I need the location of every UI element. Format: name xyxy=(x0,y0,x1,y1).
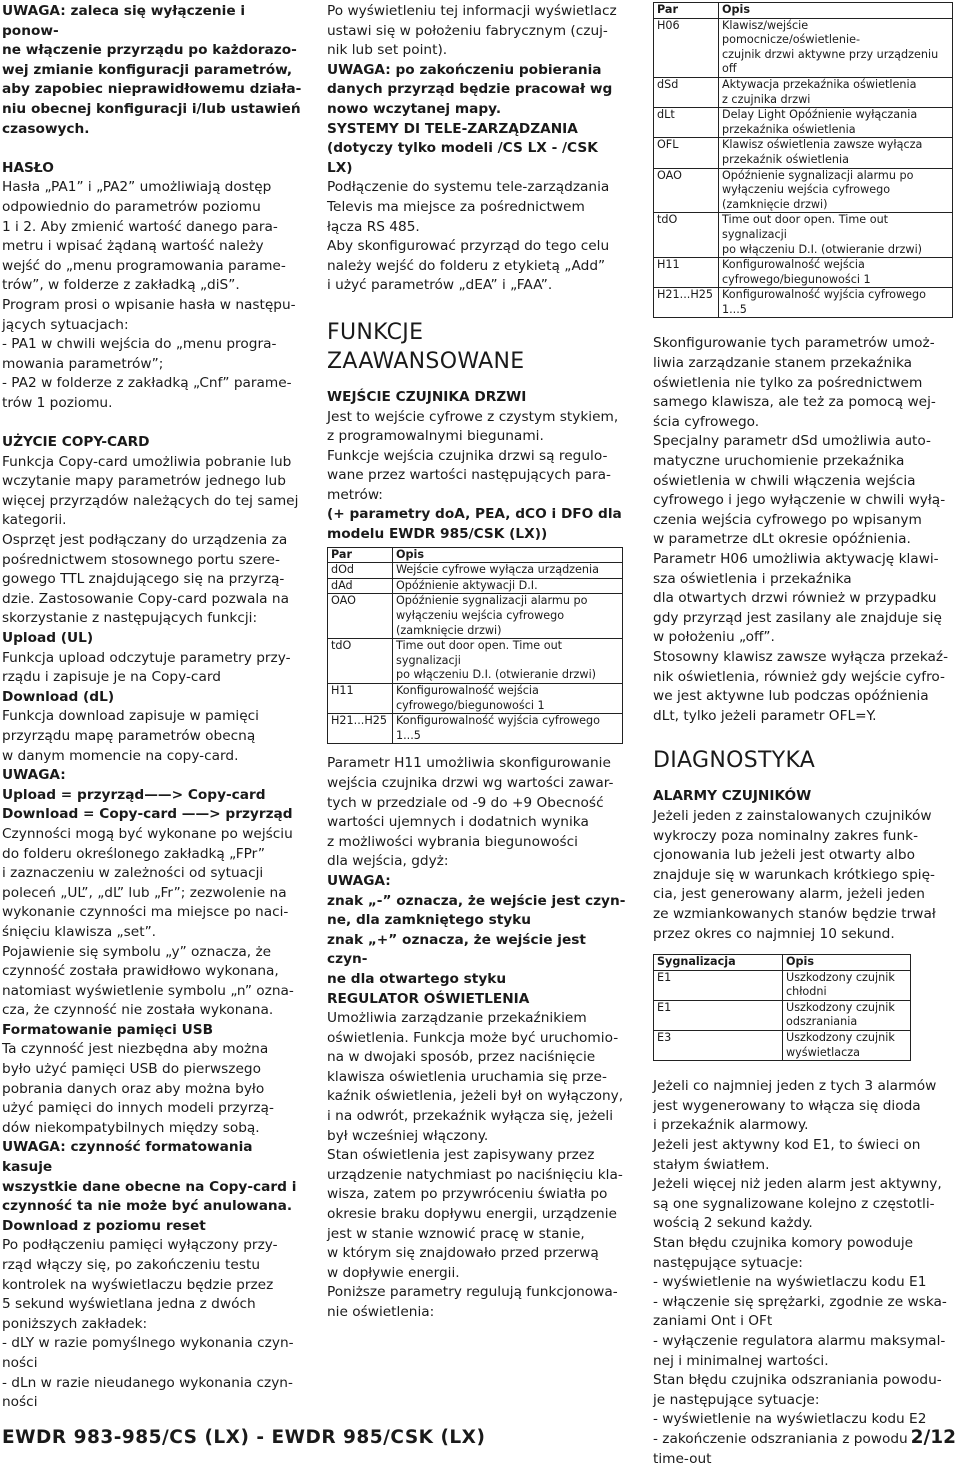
code-cell: E1 xyxy=(654,1000,783,1030)
table-row xyxy=(654,1000,911,1030)
upload-download-note: UWAGA: Upload = przyrząd——> Copy-card Download = Copy-card ——> przyrząd xyxy=(2,767,293,823)
table-row xyxy=(654,288,953,318)
param-cell: H11 xyxy=(654,258,719,288)
param-cell: H21...H25 xyxy=(654,288,719,318)
table-row xyxy=(328,684,623,714)
table-row xyxy=(654,108,953,138)
diagnostics-title: DIAGNOSTYKA xyxy=(653,748,816,774)
description-cell: Opóźnienie sygnalizacji alarmu po wyłączeniu wejścia cyfrowego (zamknięcie drzwi) xyxy=(719,168,953,213)
csk-parameters-note: (+ parametry doA, PEA, dCO i DFO dla modelu EWDR 985/CSK (LX)) xyxy=(327,506,622,543)
description-cell: Time out door open. Time out sygnalizacji po włączeniu D.I. (otwieranie drzwi) xyxy=(393,639,623,684)
column-middle xyxy=(327,2,627,1323)
copy-card-paragraph: Funkcja Copy-card umożliwia pobranie lub wczytanie mapy parametrów jednego lub więcej przyrządów należących do tej samej kategorii. Osprzęt jest podłączany do urządzenia za pośrednictwem stosownego portu szere- gowego TTL znajdującego się na przyrzą- dzie. Zastosowanie Copy-card pozwala na skorzystanie z następujących funkcji: xyxy=(2,453,299,627)
table-row xyxy=(654,970,911,1000)
code-cell: E1 xyxy=(654,970,783,1000)
code-cell: E3 xyxy=(654,1031,783,1061)
table-header-cell: Opis xyxy=(783,955,911,971)
column-left xyxy=(2,2,302,1413)
table-header-cell: Par xyxy=(654,3,719,19)
description-cell: Uszkodzony czujnik chłodni xyxy=(783,970,911,1000)
table-row xyxy=(328,639,623,684)
description-cell: Aktywacja przekaźnika oświetlenia z czujnika drzwi xyxy=(719,77,953,107)
tele-management-heading: UWAGA: po zakończeniu pobierania danych przyrząd będzie pracował wg nowo wczytanej mapy. SYSTEMY DI TELE-ZARZĄDZANIA (dotyczy tylko modeli /CS LX - /CSK LX) xyxy=(327,61,613,176)
tele-management-paragraph: Podłączenie do systemu tele-zarządzania Televis ma miejsce za pośrednictwem łącza RS 485. Aby skonfigurować przyrząd do tego celu należy wejść do folderu z etykietą „Add” i użyć parametrów „dEA” i „FAA”. xyxy=(327,179,610,294)
table-row xyxy=(328,563,623,579)
table-header-cell: Sygnalizacja xyxy=(654,955,783,971)
door-sensor-heading: WEJŚCIE CZUJNIKA DRZWI xyxy=(327,388,527,405)
description-cell: Wejście cyfrowe wyłącza urządzenia xyxy=(393,563,623,579)
table-row xyxy=(654,138,953,168)
description-cell: Klawisz/wejście pomocnicze/oświetlenie- czujnik drzwi aktywne przy urządzeniu off xyxy=(719,18,953,77)
table-row xyxy=(654,18,953,77)
lighting-config-paragraph: Skonfigurowanie tych parametrów umoż- liwia zarządzanie stanem przekaźnika oświetlenia nie tylko za pośrednictwem samego klawisza, ale też za pomocą wej- ścia cyfrowego. Specjalny parametr dSd umożliwia auto- matyczne uruchomienie przekaźnika oświetlenia w chwili włączenia wejścia cyfrowego i jego wyłączenie w chwili wyłą- czenia wejścia cyfrowego po wpisanym w parametrze dLt okresie opóźnienia. Parametr H06 umożliwia aktywację klawi- sza oświetlenia i przekaźnika dla otwartych drzwi również w przypadku gdy przyrząd jest zasilany ale znajduje się w położeniu „off”. Stosowny klawisz zawsze wyłącza przekaź- nik oświetlenia, również gdy wejście cyfro- we jest aktywne lub podczas opóźnienia dLt, tylko jeżeli parametr OFL=Y. xyxy=(653,335,949,724)
description-cell: Konfigurowalność wejścia cyfrowego/biegunowości 1 xyxy=(719,258,953,288)
warning-paragraph: UWAGA: zaleca się wyłączenie i ponow- ne włączenie przyrządu po każdorazo- wej zmianie konfiguracji parametrów, aby zapobiec nieprawidłowemu działa- niu obecnej konfiguracji i/lub ustawień czasowych. xyxy=(2,3,302,137)
sensor-alarms-paragraph: Jeżeli jeden z zainstalowanych czujników wykroczy poza nominalny zakres funk- cjonowania lub jeżeli jest otwarty albo znajduje się w warunkach krótkiego spię- cia, jest generowany alarm, jeżeli jeden ze wzmiankowanych stanów będzie trwał przez okres co najmniej 10 sekund. xyxy=(653,807,936,942)
sensor-alarms-heading: ALARMY CZUJNIKÓW xyxy=(653,788,812,805)
description-cell: Konfigurowalność wejścia cyfrowego/biegunowości 1 xyxy=(393,684,623,714)
door-parameters-table xyxy=(327,547,623,745)
download-heading: Download (dL) xyxy=(2,688,115,705)
param-cell: OAO xyxy=(328,594,393,639)
description-cell: Delay Light Opóźnienie wyłączania przekaźnika oświetlenia xyxy=(719,108,953,138)
alarm-behaviour-paragraph: Jeżeli co najmniej jeden z tych 3 alarmów jest wygenerowany to włącza się dioda i przekaźnik alarmowy. Jeżeli jest aktywny kod E1, to świeci on stałym światłem. Jeżeli więcej niż jeden alarm jest aktywny, są one sygnalizowane kolejno z częstotli- wością 2 sekund każdy. Stan błędu czujnika komory powoduje następujące sytuacje: - wyświetlenie na wyświetlaczu kodu E1 - włączenie się sprężarki, zgodnie ze wska- zaniami Ont i OFt - wyłączenie regulatora alarmu maksymal- nej i minimalnej wartości. Stan błędu czujnika odszraniania powodu- je następujące sytuacje: - wyświetlenie na wyświetlaczu kodu E2 - zakończenie odszraniania z powodu time-out xyxy=(653,1078,947,1467)
param-cell: dLt xyxy=(654,108,719,138)
table-row xyxy=(654,168,953,213)
format-warning: UWAGA: czynność formatowania kasuje wszystkie dane obecne na Copy-card i czynność ta nie może być anulowana. Download z poziomu reset xyxy=(2,1139,297,1234)
upload-heading: Upload (UL) xyxy=(2,630,94,646)
table-row xyxy=(654,213,953,258)
description-cell: Klawisz oświetlenia zawsze wyłącza przekaźnik oświetlenia xyxy=(719,138,953,168)
table-header-row xyxy=(654,955,911,971)
param-cell: H21...H25 xyxy=(328,714,393,744)
document-title: EWDR 983-985/CS (LX) - EWDR 985/CSK (LX) xyxy=(2,1427,486,1448)
param-cell: OFL xyxy=(654,138,719,168)
table-row xyxy=(654,77,953,107)
table-row xyxy=(328,594,623,639)
download-paragraph: Funkcja download zapisuje w pamięci przyrządu mapę parametrów obecną w danym momencie na copy-card. xyxy=(2,708,259,764)
usb-format-paragraph: Ta czynność jest niezbędna aby można było użyć pamięci USB do pierwszego pobrania danych oraz aby można było użyć pamięci do innych modeli przyrzą- dów niekompatybilnych między sobą. xyxy=(2,1041,274,1136)
page-footer xyxy=(2,1427,956,1453)
description-cell: Opóźnienie sygnalizacji alarmu po wyłączeniu wejścia cyfrowego (zamknięcie drzwi) xyxy=(393,594,623,639)
polarity-note: UWAGA: znak „-” oznacza, że wejście jest czyn- ne, dla zamkniętego styku znak „+” oznacza, że wejście jest czyn- ne dla otwartego styku REGULATOR OŚWIETLENIA xyxy=(327,872,626,1007)
table-row xyxy=(328,578,623,594)
description-cell: Time out door open. Time out sygnalizacji po włączeniu D.I. (otwieranie drzwi) xyxy=(719,213,953,258)
description-cell: Opóźnienie aktywacji D.I. xyxy=(393,578,623,594)
description-cell: Konfigurowalność wyjścia cyfrowego 1...5 xyxy=(393,714,623,744)
param-cell: tdO xyxy=(654,213,719,258)
table-header-cell: Opis xyxy=(393,547,623,563)
param-cell: OAO xyxy=(654,168,719,213)
page-number: 2/12 xyxy=(910,1427,956,1448)
reset-download-paragraph: Po podłączeniu pamięci wyłączony przy- rząd włączy się, po zakończeniu testu kontrolek na wyświetlaczu będzie przez 5 sekund wyświetlana jedna z dwóch poniższych zakładek: - dLY w razie pomyślnego wykonania czyn- ności - dLn w razie nieudanego wykonania czyn- ności xyxy=(2,1237,294,1411)
param-cell: H11 xyxy=(328,684,393,714)
copy-card-procedure-paragraph: Czynności mogą być wykonane po wejściu do folderu określonego zakładką „FPr” i zaznaczeniu w zależności od sytuacji poleceń „UL”, „dL” lub „Fr”; zezwolenie na wykonanie czynności ma miejsce po naci- śnięciu klawisza „set”. Pojawienie się symbolu „y” oznacza, że czynność została prawidłowo wykonana, natomiast wyświetlenie symbolu „n” ozna- cza, że czynność nie została wykonana. xyxy=(2,825,294,1019)
table-header-cell: Par xyxy=(328,547,393,563)
column-right xyxy=(653,2,956,1469)
door-sensor-paragraph: Jest to wejście cyfrowe z czystym stykiem, z programowalnymi biegunami. Funkcje wejścia czujnika drzwi są regulo- wane przez wartości następujących para- metrów: xyxy=(327,408,619,503)
table-header-row xyxy=(654,3,953,19)
description-cell: Uszkodzony czujnik wyświetlacza xyxy=(783,1031,911,1061)
usb-format-heading: Formatowanie pamięci USB xyxy=(2,1021,214,1038)
table-header-cell: Opis xyxy=(719,3,953,19)
advanced-functions-title: FUNKCJE ZAAWANSOWANE xyxy=(327,319,525,374)
description-cell: Uszkodzony czujnik odszraniania xyxy=(783,1000,911,1030)
table-row xyxy=(328,714,623,744)
description-cell: Konfigurowalność wyjścia cyfrowego 1...5 xyxy=(719,288,953,318)
param-cell: H06 xyxy=(654,18,719,77)
table-row xyxy=(654,1031,911,1061)
param-cell: tdO xyxy=(328,639,393,684)
table-header-row xyxy=(328,547,623,563)
upload-paragraph: Funkcja upload odczytuje parametry przy- rządu i zapisuje je na Copy-card xyxy=(2,649,291,686)
h11-paragraph: Parametr H11 umożliwia skonfigurowanie wejścia czujnika drzwi wg wartości zawar- tych w przedziale od -9 do +9 Obecność wartości ujemnych i dodatnich wynika z możliwości wybrania biegunowości dla wejścia, gdyż: xyxy=(327,755,614,870)
param-cell: dOd xyxy=(328,563,393,579)
section-heading-copy-card: UŻYCIE COPY-CARD xyxy=(2,434,150,451)
lighting-regulator-paragraph: Umożliwia zarządzanie przekaźnikiem oświetlenia. Funkcja może być uruchomio- na w dwojaki sposób, przez naciśnięcie klawisza oświetlenia uruchamia się prze- kaźnik oświetlenia, jeżeli był on wyłączony, i na odwrót, przekaźnik wyłącza się, jeżeli był wcześniej włączony. Stan oświetlenia jest zapisywany przez urządzenie natychmiast po naciśnięciu kla- wisza, zatem po przywróceniu światła po okresie braku dopływu energii, urządzenie jest w stanie wznowić pracę w stanie, w którym się znajdowało przed przerwą w dopływie energii. Poniższe parametry regulują funkcjonowa- nie oświetlenia: xyxy=(327,1010,624,1320)
lighting-parameters-table xyxy=(653,2,953,318)
password-paragraph: Hasła „PA1” i „PA2” umożliwiają dostęp odpowiednio do parametrów poziomu 1 i 2. Aby zmienić wartość danego para- metru i wpisać żądaną wartość należy wejść do „menu programowania parame- trów”, w folderze z zakładką „diS”. Program prosi o wpisanie hasła w następu- jących sytuacjach: - PA1 w chwili wejścia do „menu progra- mowania parametrów”; - PA2 w folderze z zakładką „Cnf” parame- trów 1 poziomu. xyxy=(2,179,296,411)
table-row xyxy=(654,258,953,288)
param-cell: dSd xyxy=(654,77,719,107)
param-cell: dAd xyxy=(328,578,393,594)
section-heading-password: HASŁO xyxy=(2,159,54,176)
display-info-paragraph: Po wyświetleniu tej informacji wyświetlacz ustawi się w położeniu fabrycznym (czuj- nik lub set point). xyxy=(327,3,617,59)
alarm-codes-table xyxy=(653,954,911,1061)
